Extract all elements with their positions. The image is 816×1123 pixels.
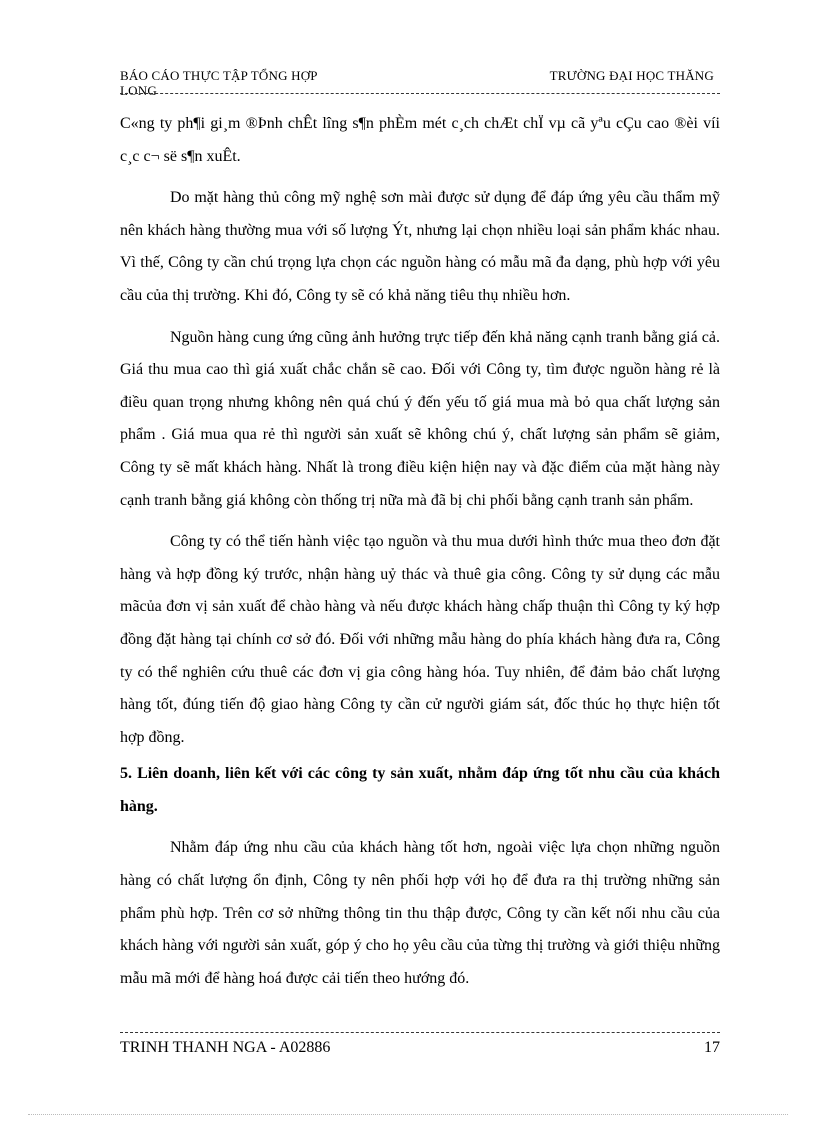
page-number: 17 (704, 1039, 720, 1056)
paragraph-3: Nguồn hàng cung ứng cũng ảnh hưởng trực tiếp đến khả năng cạnh tranh bằng giá cả. Giá thu mua cao thì giá xuất chắc chắn sẽ cao. Đối với Công ty, tìm được nguồn hàng rẻ là điều quan trọng nhưng không nên quá chú ý đến yếu tố giá mua mà bỏ qua chất lượng sản phẩm . Giá mua qua rẻ thì người sản xuất sẽ không chú ý, chất lượng sản phẩm sẽ giảm, Công ty sẽ mất khách hàng. Nhất là trong điều kiện hiện nay và đặc điểm của mặt hàng này cạnh tranh bằng giá không còn thống trị nữa mà đã bị chi phối bằng cạnh tranh sản phẩm. (120, 328, 720, 509)
paragraph-1: C«ng ty ph¶i gi¸m ®Þnh chÊt lîng s¶n phÈm mét c¸ch chÆt chÏ vµ cã yªu cÇu cao ®èi víi c¸c c¬ së s¶n xuÊt. (120, 115, 720, 165)
document-body (120, 108, 720, 995)
page-bottom-edge (28, 1114, 788, 1115)
section-heading: 5. Liên doanh, liên kết với các công ty sản xuất, nhằm đáp ứng tốt nhu cầu của khách hàng. (120, 765, 720, 815)
paragraph-5: Nhằm đáp ứng nhu cầu của khách hàng tốt hơn, ngoài việc lựa chọn những nguồn hàng có chất lượng ổn định, Công ty nên phối hợp với họ để đưa ra thị trường những sản phẩm phù hợp. Trên cơ sở những thông tin thu thập được, Công ty cần kết nối nhu cầu của khách hàng với người sản xuất, góp ý cho họ yêu cầu của từng thị trường và giới thiệu những mẫu mã mới để hàng hoá được cải tiến theo hướng đó. (120, 839, 720, 987)
paragraph-4: Công ty có thể tiến hành việc tạo nguồn và thu mua dưới hình thức mua theo đơn đặt hàng và hợp đồng ký trước, nhận hàng uỷ thác và thuê gia công. Công ty sử dụng các mẫu mãcủa đơn vị sản xuất để chào hàng và nếu được khách hàng chấp thuận thì Công ty ký hợp đồng đặt hàng tại chính cơ sở đó. Đối với những mẫu hàng do phía khách hàng đưa ra, Công ty có thể nghiên cứu thuê các đơn vị gia công hàng hóa. Tuy nhiên, để đảm bảo chất lượng hàng tốt, đúng tiến độ giao hàng Công ty cần cử người giám sát, đốc thúc họ thực hiện tốt hợp đồng. (120, 533, 720, 746)
footer-divider (120, 1032, 720, 1033)
footer-author: TRINH THANH NGA - A02886 (120, 1039, 331, 1056)
paragraph-2: Do mặt hàng thủ công mỹ nghệ sơn mài được sử dụng để đáp ứng yêu cầu thẩm mỹ nên khách hàng thường mua với số lượng Ýt, nhưng lại chọn nhiều loại sản phẩm khác nhau. Vì thế, Công ty cần chú trọng lựa chọn các nguồn hàng có mẫu mã đa dạng, phù hợp với yêu cầu của thị trường. Khi đó, Công ty sẽ có khả năng tiêu thụ nhiều hơn. (120, 189, 720, 304)
header-report-title: BÁO CÁO THỰC TẬP TỔNG HỢP (120, 68, 318, 83)
header-university-cont: LONG (120, 83, 157, 98)
header-divider (120, 93, 720, 94)
header-university: TRƯỜNG ĐẠI HỌC THĂNG (549, 68, 714, 83)
